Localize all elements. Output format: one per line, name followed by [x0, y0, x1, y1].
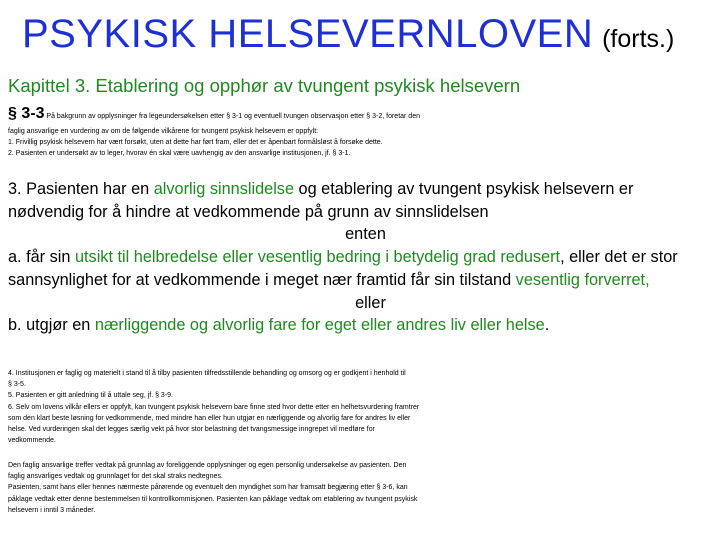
text-run: , eller det er stor sannsynlighet for at vedkommende i meget nær framtid får sin tilstand	[8, 248, 678, 289]
emphasis-prospects-reduced: utsikt til helbredelse eller vesentlig bedring i betydelig grad redusert	[74, 248, 561, 267]
emphasis-serious-disorder: alvorlig sinnslidelse	[153, 180, 295, 198]
decision-line: faglig ansvarliges vedtak og grunnlaget for det skal straks nedtegnes.	[8, 473, 223, 481]
point-line: vedkommende.	[8, 437, 56, 445]
point-3-block	[8, 178, 713, 337]
text-run: og etablering av tvungent psykisk helsevern er nødvendig for å hindre at vedkommende på grunn av sinnslidelsen	[8, 180, 634, 221]
title-main: PSYKISK HELSEVERNLOVEN	[22, 12, 594, 56]
decision-line: påklage vedtak etter denne bestemmelsen til kontrollkommisjonen. Pasienten kan påklage vedtak om etablering av tvungent psykisk	[8, 495, 418, 503]
point-line: § 3-5.	[8, 381, 26, 389]
conditions-line: 2. Pasienten er undersøkt av to leger, hvorav én skal være uavhengig av den ansvarlige institusjonen, jf. § 3-1.	[8, 150, 351, 158]
section-number: § 3-3	[8, 105, 45, 122]
word-enten: enten	[345, 225, 386, 244]
conditions-line: 1. Frivillig psykisk helsevern har vært forsøkt, uten at dette har ført fram, eller det er åpenbart formålsløst å forsøke dette.	[8, 139, 383, 147]
text-run: a. får sin	[8, 248, 75, 267]
section-conditions	[8, 126, 708, 160]
text-run: .	[544, 316, 550, 335]
section-lead-text: På bakgrunn av opplysninger fra legeundersøkelsen etter § 3-1 og eventuell tvungen observasjon etter § 3-2, foretar den	[46, 113, 420, 120]
decision-line: Pasienten, samt hans eller hennes nærmeste pårørende og eventuelt den myndighet som har framsatt begjæring etter § 3-6, kan	[8, 484, 408, 492]
text-run: b. utgjør en	[8, 316, 95, 335]
conditions-line: faglig ansvarlige en vurdering av om de følgende vilkårene for tvungent psykisk helsevern er oppfylt:	[8, 128, 319, 135]
title-subtitle: (forts.)	[602, 25, 675, 53]
point-line: som den klart beste løsning for vedkommende, med mindre han eller hun utgjør en nærliggende og alvorlig fare for andres liv eller	[8, 414, 411, 422]
point-3-a	[8, 246, 713, 291]
section-intro	[8, 105, 708, 122]
points-4-6	[8, 368, 708, 446]
decision-line: Den faglig ansvarlige treffer vedtak på grunnlag av foreliggende opplysninger og egen personlig undersøkelse av pasienten. Den	[8, 462, 407, 469]
point-line: 5. Pasienten er gitt anledning til å uttale seg, jf. § 3-9.	[8, 392, 173, 400]
text-run: 3. Pasienten har en	[8, 180, 154, 198]
decision-line: helsevern i inntil 3 måneder.	[8, 506, 96, 514]
emphasis-danger: nærliggende og alvorlig fare for eget eller andres liv eller helse	[94, 316, 545, 335]
point-line: 4. Institusjonen er faglig og materielt i stand til å tilby pasienten tilfredsstillende behandling og omsorg og er godkjent i henhold til	[8, 370, 406, 377]
point-3-intro	[8, 178, 713, 223]
point-3-b	[8, 314, 713, 337]
decision-paragraph	[8, 460, 708, 516]
chapter-heading: Kapittel 3. Etablering og opphør av tvungent psykisk helsevern	[8, 75, 521, 96]
word-eller: eller	[355, 293, 386, 312]
point-line: helse. Ved vurderingen skal det legges særlig vekt på hvor stor belastning det tvangsmessige inngrepet vil medføre for	[8, 426, 375, 434]
page-title	[22, 12, 674, 57]
emphasis-worsened: vesentlig forverret,	[515, 270, 650, 289]
point-line: 6. Selv om lovens vilkår ellers er oppfylt, kan tvungent psykisk helsevern bare finne sted hvor dette etter en helhetsvurdering framtrer	[8, 403, 420, 411]
